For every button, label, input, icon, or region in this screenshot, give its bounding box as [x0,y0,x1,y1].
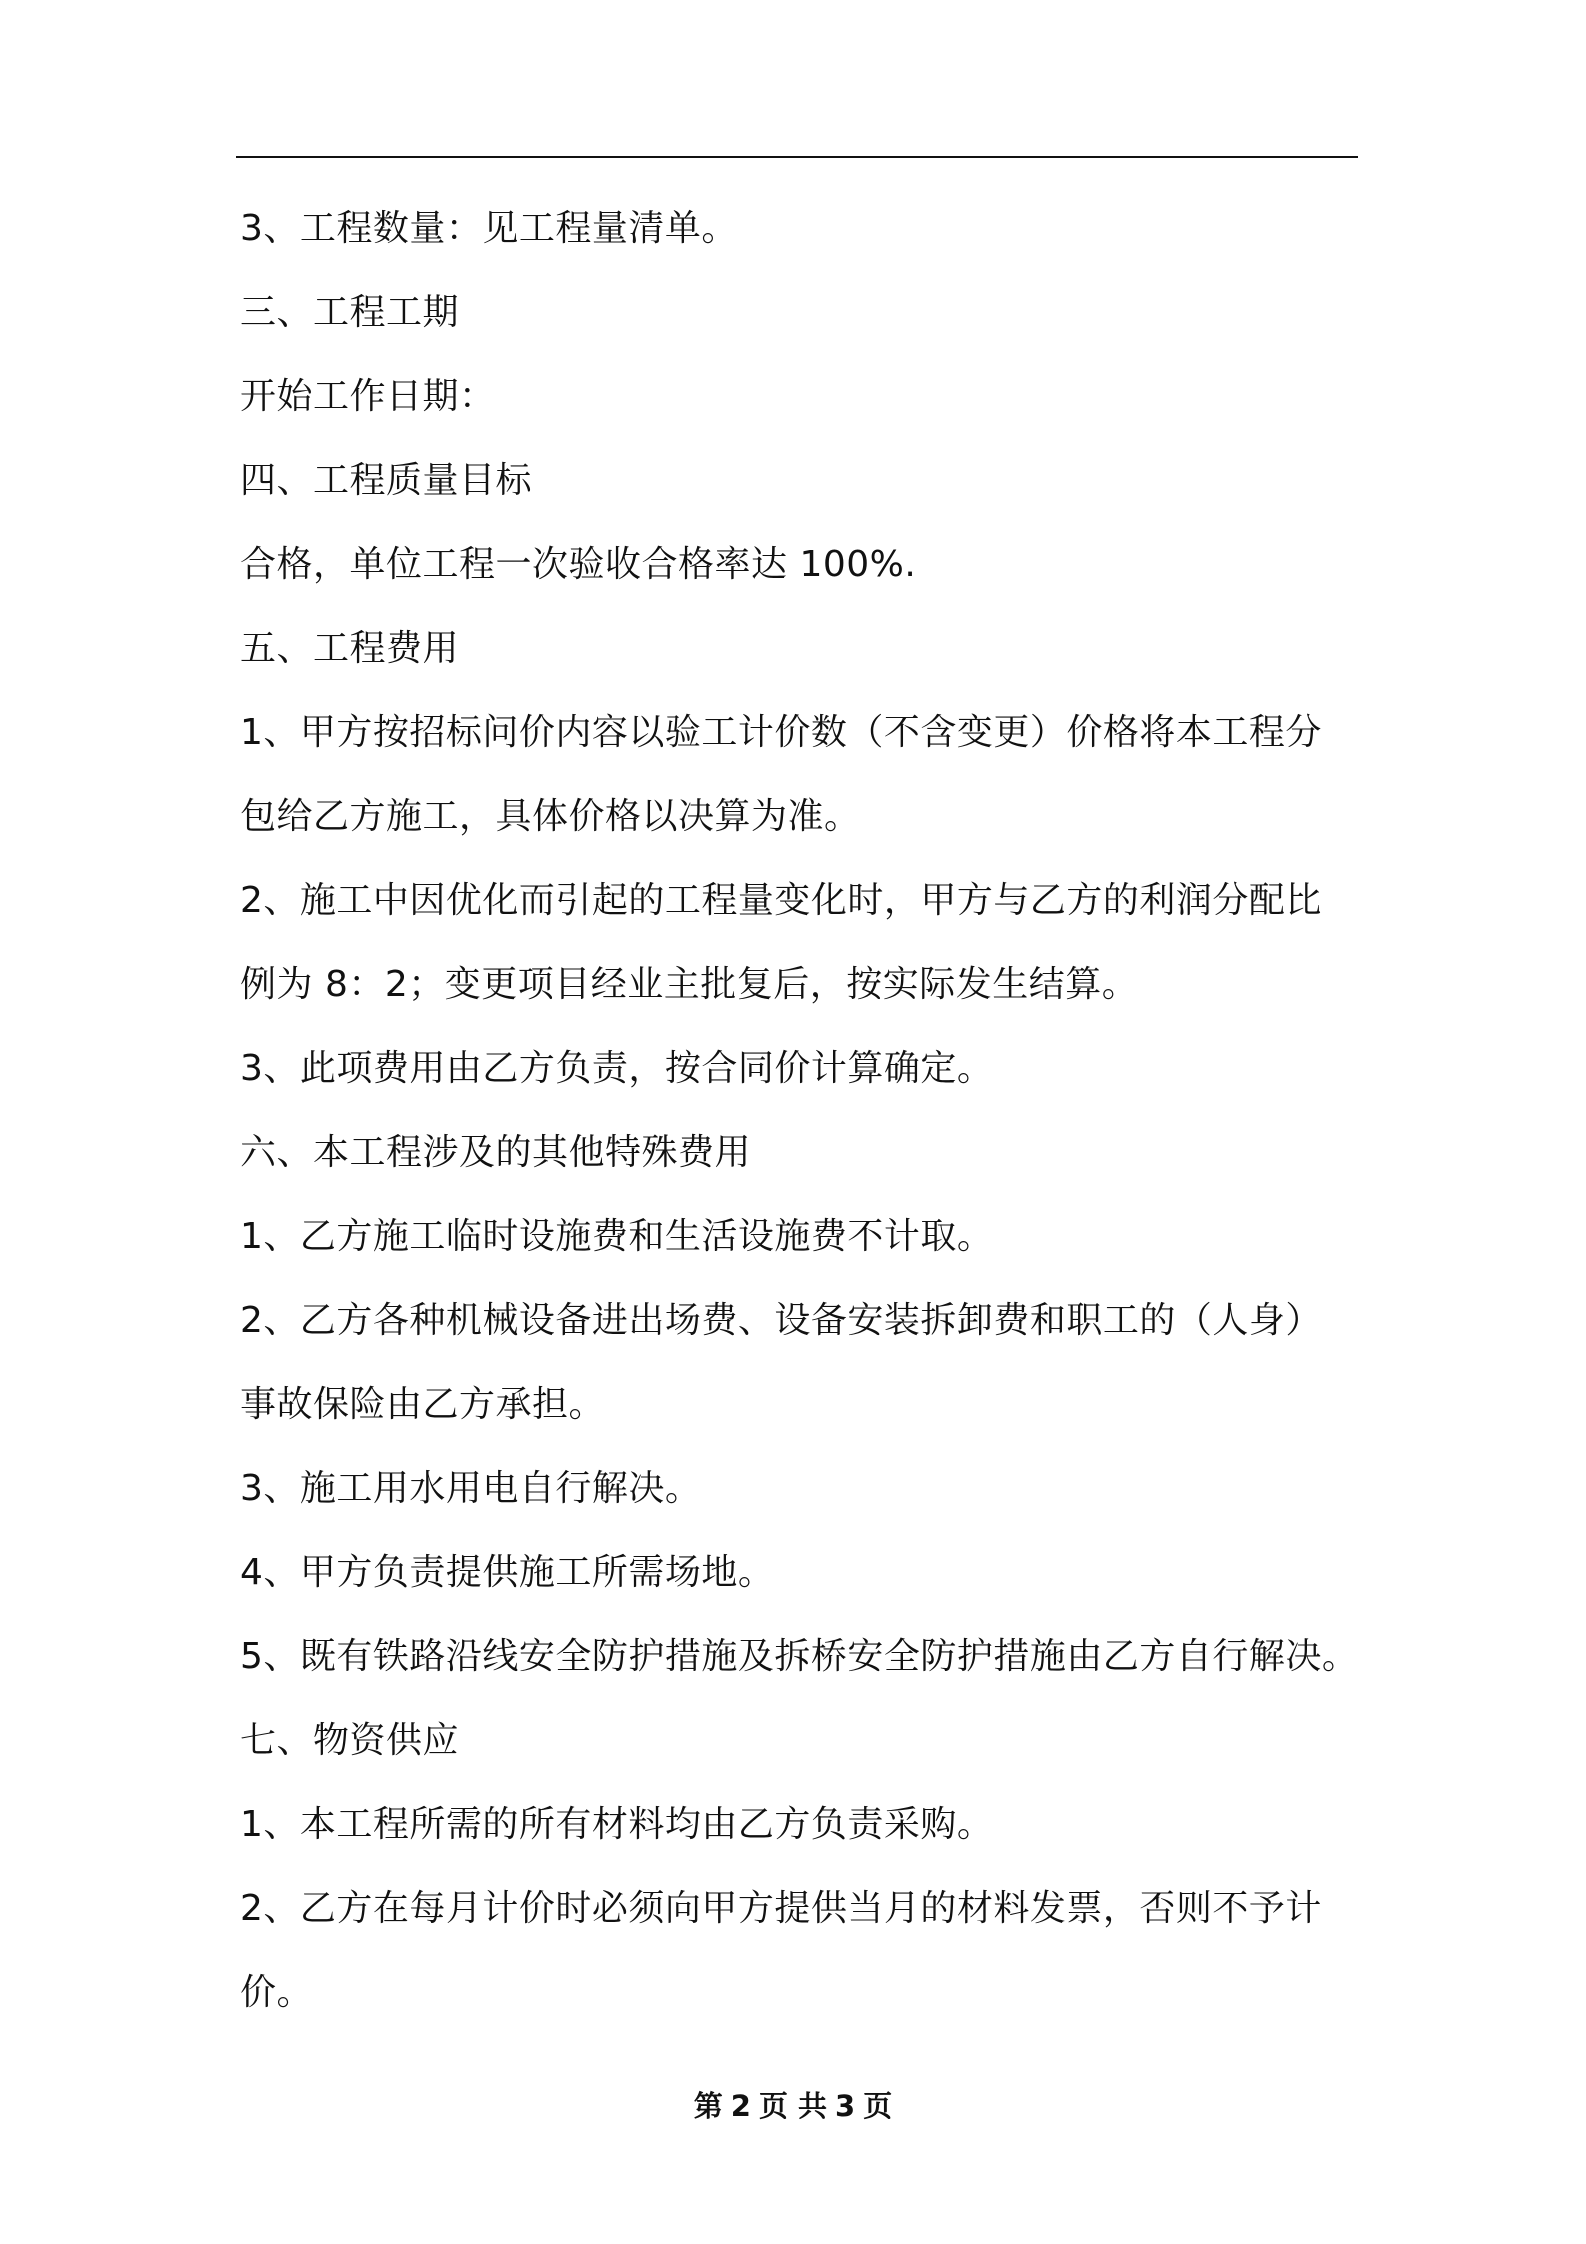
text-line: 3、施工用水用电自行解决。 [240,1468,702,1509]
section-heading: 四、工程质量目标 [240,460,533,501]
text-line: 5、既有铁路沿线安全防护措施及拆桥安全防护措施由乙方自行解决。 [240,1636,1359,1677]
text-line: 2、乙方各种机械设备进出场费、设备安装拆卸费和职工的（人身） [240,1300,1322,1341]
header-divider [236,156,1358,158]
text-line: 合格，单位工程一次验收合格率达 100%. [240,544,917,585]
text-line: 事故保险由乙方承担。 [240,1384,606,1425]
text-line: 1、甲方按招标问价内容以验工计价数（不含变更）价格将本工程分 [240,712,1322,753]
text-line: 1、本工程所需的所有材料均由乙方负责采购。 [240,1804,994,1845]
footer-prefix: 第 [693,2089,723,2123]
text-line: 开始工作日期： [240,376,496,417]
text-line: 例为 8：2；变更项目经业主批复后，按实际发生结算。 [240,964,1139,1005]
text-line: 3、工程数量：见工程量清单。 [240,208,738,249]
section-heading: 三、工程工期 [240,292,460,333]
text-line: 价。 [240,1972,314,2013]
section-heading: 六、本工程涉及的其他特殊费用 [240,1132,752,1173]
document-body [240,196,1380,2044]
text-line: 2、施工中因优化而引起的工程量变化时，甲方与乙方的利润分配比 [240,880,1322,921]
section-heading: 五、工程费用 [240,628,460,669]
text-line: 2、乙方在每月计价时必须向甲方提供当月的材料发票，否则不予计 [240,1888,1322,1929]
text-line: 1、乙方施工临时设施费和生活设施费不计取。 [240,1216,994,1257]
footer-total-pages: 3 [835,2089,856,2123]
section-heading: 七、物资供应 [240,1720,460,1761]
page-footer [0,2086,1586,2126]
text-line: 4、甲方负责提供施工所需场地。 [240,1552,775,1593]
footer-middle: 页 共 [758,2089,828,2123]
text-line: 3、此项费用由乙方负责，按合同价计算确定。 [240,1048,994,1089]
footer-suffix: 页 [863,2089,893,2123]
footer-current-page: 2 [730,2089,751,2123]
text-line: 包给乙方施工，具体价格以决算为准。 [240,796,861,837]
